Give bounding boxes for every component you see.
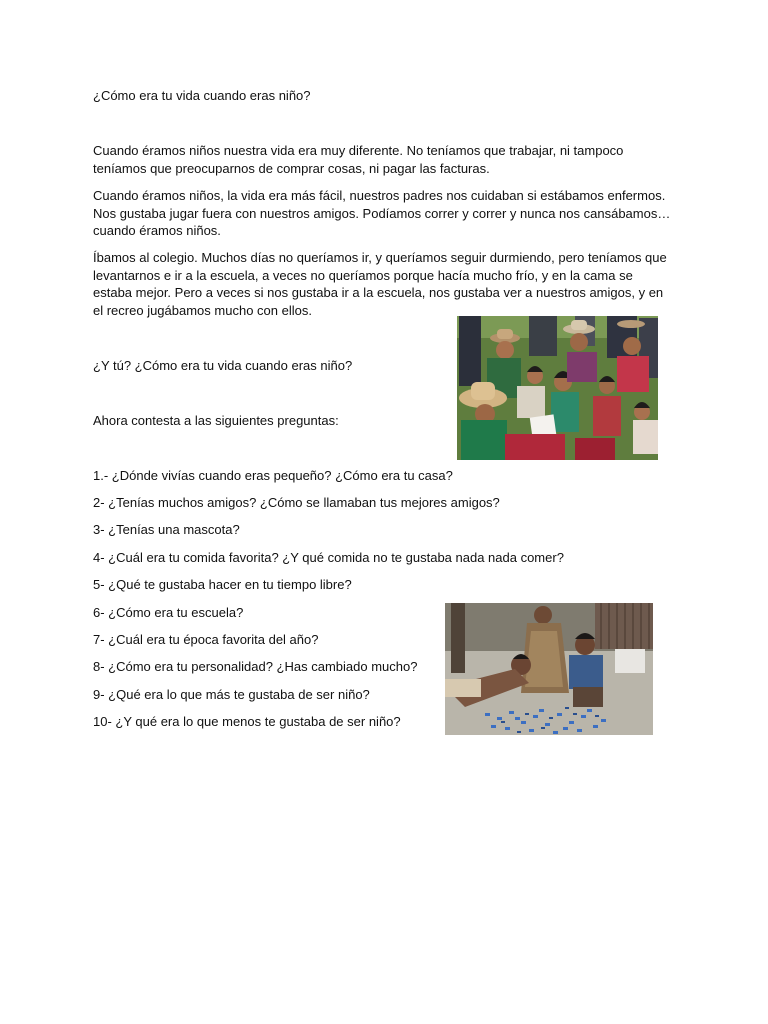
photo-children-working	[445, 603, 653, 735]
prompt-question: ¿Y tú? ¿Cómo era tu vida cuando eras niño?	[93, 358, 353, 373]
question-9: 9- ¿Qué era lo que más te gustaba de ser niño?	[93, 687, 370, 702]
question-6: 6- ¿Cómo era tu escuela?	[93, 605, 244, 620]
question-1: 1.- ¿Dónde vivías cuando eras pequeño? ¿Cómo era tu casa?	[93, 468, 453, 483]
question-3: 3- ¿Tenías una mascota?	[93, 522, 240, 537]
question-7: 7- ¿Cuál era tu época favorita del año?	[93, 632, 319, 647]
question-8: 8- ¿Cómo era tu personalidad? ¿Has cambiado mucho?	[93, 659, 418, 674]
paragraph-3: Íbamos al colegio. Muchos días no queríamos ir, y queríamos seguir durmiendo, pero teníamos que levantarnos e ir a la escuela, a veces no queríamos porque hacía mucho frío, y en la cama se estaba mejor. Pero a veces si nos gustaba ir a la escuela, nos gustaba ver a nuestros amigos, y en el recreo jugábamos mucho con ellos.	[93, 250, 667, 318]
paragraph-1: Cuando éramos niños nuestra vida era muy diferente. No teníamos que trabajar, ni tampoco teníamos que preocuparnos de comprar cosas, ni pagar las facturas.	[93, 143, 624, 176]
question-5: 5- ¿Qué te gustaba hacer en tu tiempo libre?	[93, 577, 352, 592]
document-title: ¿Cómo era tu vida cuando eras niño?	[93, 88, 311, 103]
photo-group-of-children	[457, 316, 658, 460]
paragraph-2: Cuando éramos niños, la vida era más fácil, nuestros padres nos cuidaban si estábamos enfermos. Nos gustaba jugar fuera con nuestros amigos. Podíamos correr y correr y nunca nos cansábamos… cuando éramos niños.	[93, 188, 671, 238]
question-2: 2- ¿Tenías muchos amigos? ¿Cómo se llamaban tus mejores amigos?	[93, 495, 500, 510]
instructions-text: Ahora contesta a las siguientes preguntas:	[93, 413, 339, 428]
question-10: 10- ¿Y qué era lo que menos te gustaba de ser niño?	[93, 714, 401, 729]
question-4: 4- ¿Cuál era tu comida favorita? ¿Y qué comida no te gustaba nada nada comer?	[93, 550, 564, 565]
